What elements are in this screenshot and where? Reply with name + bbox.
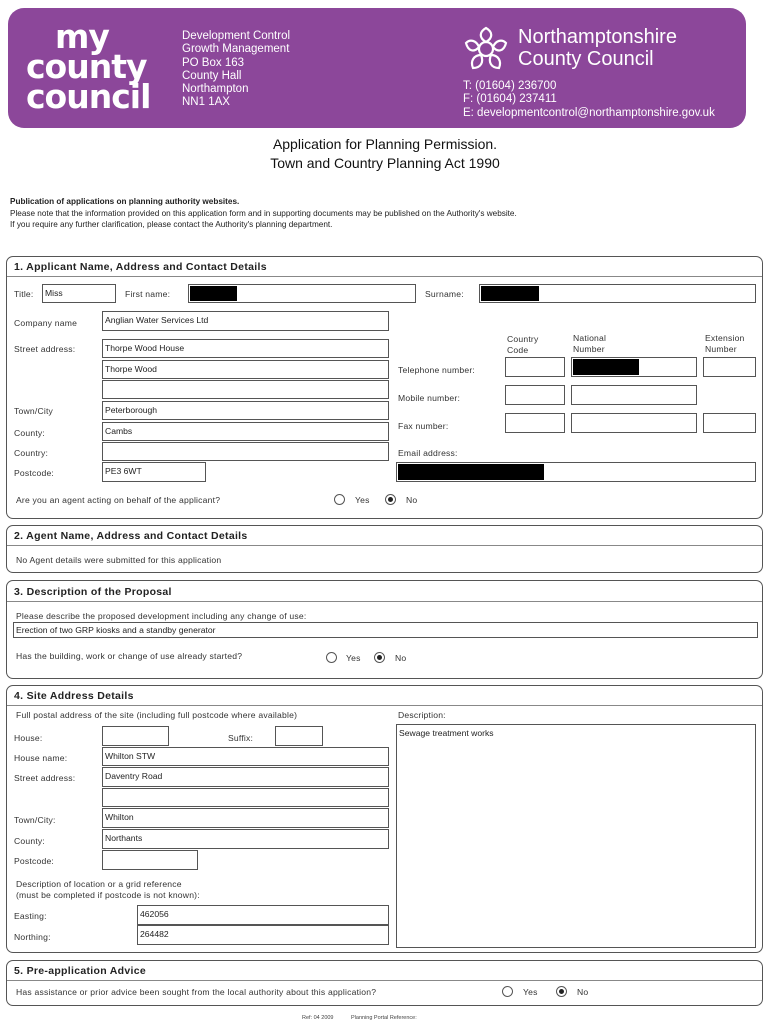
mobile-country-code[interactable] [505, 385, 565, 405]
town-label: Town/City [14, 406, 54, 416]
site-postcode-label: Postcode: [14, 856, 55, 866]
agent-no-label: No [406, 495, 418, 505]
mobile-national-number[interactable] [571, 385, 697, 405]
started-no-label: No [395, 653, 407, 663]
section-divider [7, 601, 762, 602]
site-county-label: County: [14, 836, 46, 846]
advice-yes-label: Yes [523, 987, 538, 997]
letterhead-banner [8, 8, 746, 128]
section-divider [7, 980, 762, 981]
country-label: Country: [14, 448, 49, 458]
section-5-title: 5. Pre-application Advice [14, 965, 146, 977]
house-field[interactable] [102, 726, 169, 746]
company-label: Company name [14, 318, 78, 328]
form-reference: Ref: 04 2009 [302, 1015, 334, 1021]
section-divider [7, 276, 762, 277]
proposal-description-field[interactable]: Erection of two GRP kiosks and a standby generator [13, 622, 758, 638]
agent-yes-label: Yes [355, 495, 370, 505]
section-divider [7, 705, 762, 706]
site-address-instructions: Full postal address of the site (including full postcode where available) [16, 710, 298, 720]
house-name-label: House name: [14, 753, 68, 763]
national-number-header: National Number [573, 333, 607, 354]
advice-no-label: No [577, 987, 589, 997]
section-2-title: 2. Agent Name, Address and Contact Details [14, 530, 248, 542]
town-field[interactable]: Peterborough [102, 401, 389, 420]
section-divider [7, 545, 762, 546]
site-county-field[interactable]: Northants [102, 829, 389, 849]
section-4-title: 4. Site Address Details [14, 690, 134, 702]
advice-yes-radio[interactable] [502, 986, 513, 997]
first-name-label: First name: [125, 289, 171, 299]
country-code-header: Country Code [507, 334, 539, 355]
extension-number-header: Extension Number [705, 333, 745, 354]
mobile-label: Mobile number: [398, 393, 461, 403]
house-name-field[interactable]: Whilton STW [102, 747, 389, 766]
agent-yes-radio[interactable] [334, 494, 345, 505]
street-address-line-2[interactable]: Thorpe Wood [102, 360, 389, 379]
redacted-block [190, 286, 237, 301]
site-street-field-2[interactable] [102, 788, 389, 807]
proposal-prompt: Please describe the proposed development including any change of use: [16, 611, 307, 621]
postcode-label: Postcode: [14, 468, 55, 478]
postcode-field[interactable]: PE3 6WT [102, 462, 206, 482]
redacted-block [398, 464, 544, 480]
redacted-block [573, 359, 639, 375]
county-label: County: [14, 428, 46, 438]
section-3-title: 3. Description of the Proposal [14, 586, 172, 598]
planning-portal-reference: Planning Portal Reference: [351, 1015, 417, 1021]
house-label: House: [14, 733, 43, 743]
site-postcode-field[interactable] [102, 850, 198, 870]
fax-country-code[interactable] [505, 413, 565, 433]
agent-no-radio[interactable] [385, 494, 396, 505]
council-address: Development Control Growth Management PO Box 163 County Hall Northampton NN1 1AX [182, 30, 291, 109]
started-question: Has the building, work or change of use already started? [16, 651, 243, 661]
agent-details-text: No Agent details were submitted for this application [16, 555, 222, 565]
started-no-radio[interactable] [374, 652, 385, 663]
company-field[interactable]: Anglian Water Services Ltd [102, 311, 389, 331]
grid-reference-instructions: Description of location or a grid reference (must be completed if postcode is not known): [16, 879, 200, 900]
document-subtitle: Town and Country Planning Act 1990 [270, 155, 500, 171]
section-1-title: 1. Applicant Name, Address and Contact Details [14, 261, 267, 273]
easting-label: Easting: [14, 911, 47, 921]
fax-extension[interactable] [703, 413, 756, 433]
agent-question: Are you an agent acting on behalf of the applicant? [16, 495, 221, 505]
fax-national-number[interactable] [571, 413, 697, 433]
street-address-line-3[interactable] [102, 380, 389, 399]
advice-no-radio[interactable] [556, 986, 567, 997]
suffix-field[interactable] [275, 726, 323, 746]
telephone-extension[interactable] [703, 357, 756, 377]
rose-emblem-icon [460, 24, 512, 74]
redacted-block [481, 286, 539, 301]
fax-label: Fax number: [398, 421, 449, 431]
council-contact: T: (01604) 236700 F: (01604) 237411 E: developmentcontrol@northamptonshire.gov.uk [463, 80, 715, 119]
easting-field[interactable]: 462056 [137, 905, 389, 925]
site-description-field[interactable]: Sewage treatment works [396, 724, 756, 948]
suffix-label: Suffix: [228, 733, 254, 743]
document-title: Application for Planning Permission. [272, 136, 498, 152]
telephone-country-code[interactable] [505, 357, 565, 377]
site-town-field[interactable]: Whilton [102, 808, 389, 828]
northing-label: Northing: [14, 932, 51, 942]
title-field[interactable]: Miss [42, 284, 116, 303]
telephone-label: Telephone number: [398, 365, 475, 375]
site-town-label: Town/City: [14, 815, 56, 825]
publication-notice: Publication of applications on planning authority websites. Please note that the information provided on this application form and in supporting documents may be published on the Authority's website. If you require any further clarification, please contact the Authority's planning department. [10, 197, 517, 229]
county-field[interactable]: Cambs [102, 422, 389, 441]
site-description-label: Description: [398, 710, 446, 720]
title-label: Title: [14, 289, 34, 299]
my-county-council-logo: my county council [26, 17, 151, 116]
surname-label: Surname: [425, 289, 464, 299]
started-yes-radio[interactable] [326, 652, 337, 663]
street-address-label: Street address: [14, 344, 76, 354]
started-yes-label: Yes [346, 653, 361, 663]
site-street-field-1[interactable]: Daventry Road [102, 767, 389, 787]
email-label: Email address: [398, 448, 458, 458]
northamptonshire-county-council-wordmark: Northamptonshire County Council [518, 26, 677, 70]
street-address-line-1[interactable]: Thorpe Wood House [102, 339, 389, 358]
site-street-label: Street address: [14, 773, 76, 783]
country-field[interactable] [102, 442, 389, 461]
northing-field[interactable]: 264482 [137, 925, 389, 945]
advice-question: Has assistance or prior advice been sought from the local authority about this application? [16, 987, 377, 997]
